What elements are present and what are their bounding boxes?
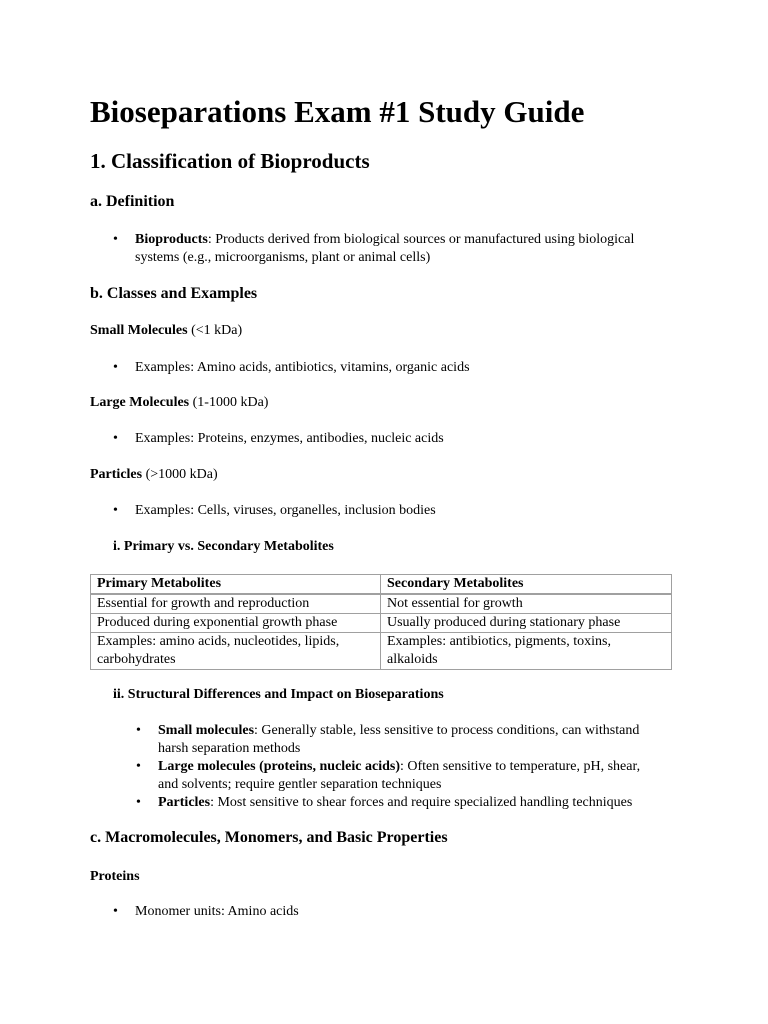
table-row [91,633,672,670]
large-molecules-examples [113,430,680,448]
particles-label [90,466,218,484]
class-range: (<1 kDa) [187,323,243,338]
metabolites-table [90,574,672,670]
proteins-label [90,868,140,886]
proteins-list [113,903,680,921]
class-name: Large Molecules [90,395,190,410]
bullet: • [136,759,141,774]
table-row [91,594,672,614]
cell-text: Examples: antibiotics, pigments, toxins, [387,634,611,649]
subsection-b-heading: b. Classes and Examples [90,285,258,302]
table-cell: Not essential for growth [381,594,672,614]
class-name: Small Molecules [90,323,188,338]
cell-text: Examples: amino acids, nucleotides, lipids, [97,634,340,649]
table-cell [91,633,381,670]
list-item [113,231,680,267]
table-cell: Produced during exponential growth phase [91,614,381,633]
bullet: • [113,232,118,247]
bullet: • [113,503,118,518]
class-name: Proteins [90,869,140,884]
list-item [136,722,680,758]
term: Large molecules (proteins, nucleic acids) [158,759,400,774]
column-header-secondary: Secondary Metabolites [381,575,672,595]
list-item [113,502,680,520]
example-text: Examples: Cells, viruses, organelles, inclusion bodies [135,503,436,518]
item-text: Monomer units: Amino acids [135,904,299,919]
bullet: • [113,360,118,375]
class-name: Particles [90,467,143,482]
item-text-cont: and solvents; require gentler separation techniques [158,777,442,792]
subsection-c-heading: c. Macromolecules, Monomers, and Basic Properties [90,829,448,846]
table-header-row [91,575,672,595]
table-row [91,614,672,633]
class-range: (>1000 kDa) [142,467,218,482]
section-1-heading: 1. Classification of Bioproducts [90,149,370,173]
definition-text: : Products derived from biological sources or manufactured using biological [207,232,635,247]
item-text: : Most sensitive to shear forces and require specialized handling techniques [210,795,633,810]
small-molecules-label [90,322,242,340]
example-text: Examples: Amino acids, antibiotics, vitamins, organic acids [135,360,470,375]
list-item [136,794,680,812]
example-text: Examples: Proteins, enzymes, antibodies, nucleic acids [135,431,444,446]
subsection-i-heading: i. Primary vs. Secondary Metabolites [113,539,334,554]
definition-list [113,231,680,267]
column-header-primary: Primary Metabolites [91,575,381,595]
bullet: • [113,904,118,919]
small-molecules-examples [113,359,680,377]
list-item [113,430,680,448]
subsection-ii-heading: ii. Structural Differences and Impact on Bioseparations [113,687,444,702]
table-cell: Essential for growth and reproduction [91,594,381,614]
structural-differences-list [136,722,680,812]
item-text-cont: harsh separation methods [158,741,301,756]
bullet: • [136,795,141,810]
definition-text-cont: systems (e.g., microorganisms, plant or animal cells) [135,250,431,265]
item-text: : Generally stable, less sensitive to process conditions, can withstand [254,723,640,738]
term-bioproducts: Bioproducts [135,232,208,247]
list-item [136,758,680,794]
table-cell [381,633,672,670]
document-title: Bioseparations Exam #1 Study Guide [90,94,585,129]
class-range: (1-1000 kDa) [189,395,269,410]
subsection-a-heading: a. Definition [90,193,175,210]
list-item [113,359,680,377]
cell-text-cont: carbohydrates [97,652,176,667]
bullet: • [113,431,118,446]
table-cell: Usually produced during stationary phase [381,614,672,633]
item-text: : Often sensitive to temperature, pH, shear, [400,759,641,774]
bullet: • [136,723,141,738]
cell-text-cont: alkaloids [387,652,438,667]
large-molecules-label [90,394,268,412]
list-item [113,903,680,921]
term: Small molecules [158,723,255,738]
particles-examples [113,502,680,520]
term: Particles [158,795,211,810]
